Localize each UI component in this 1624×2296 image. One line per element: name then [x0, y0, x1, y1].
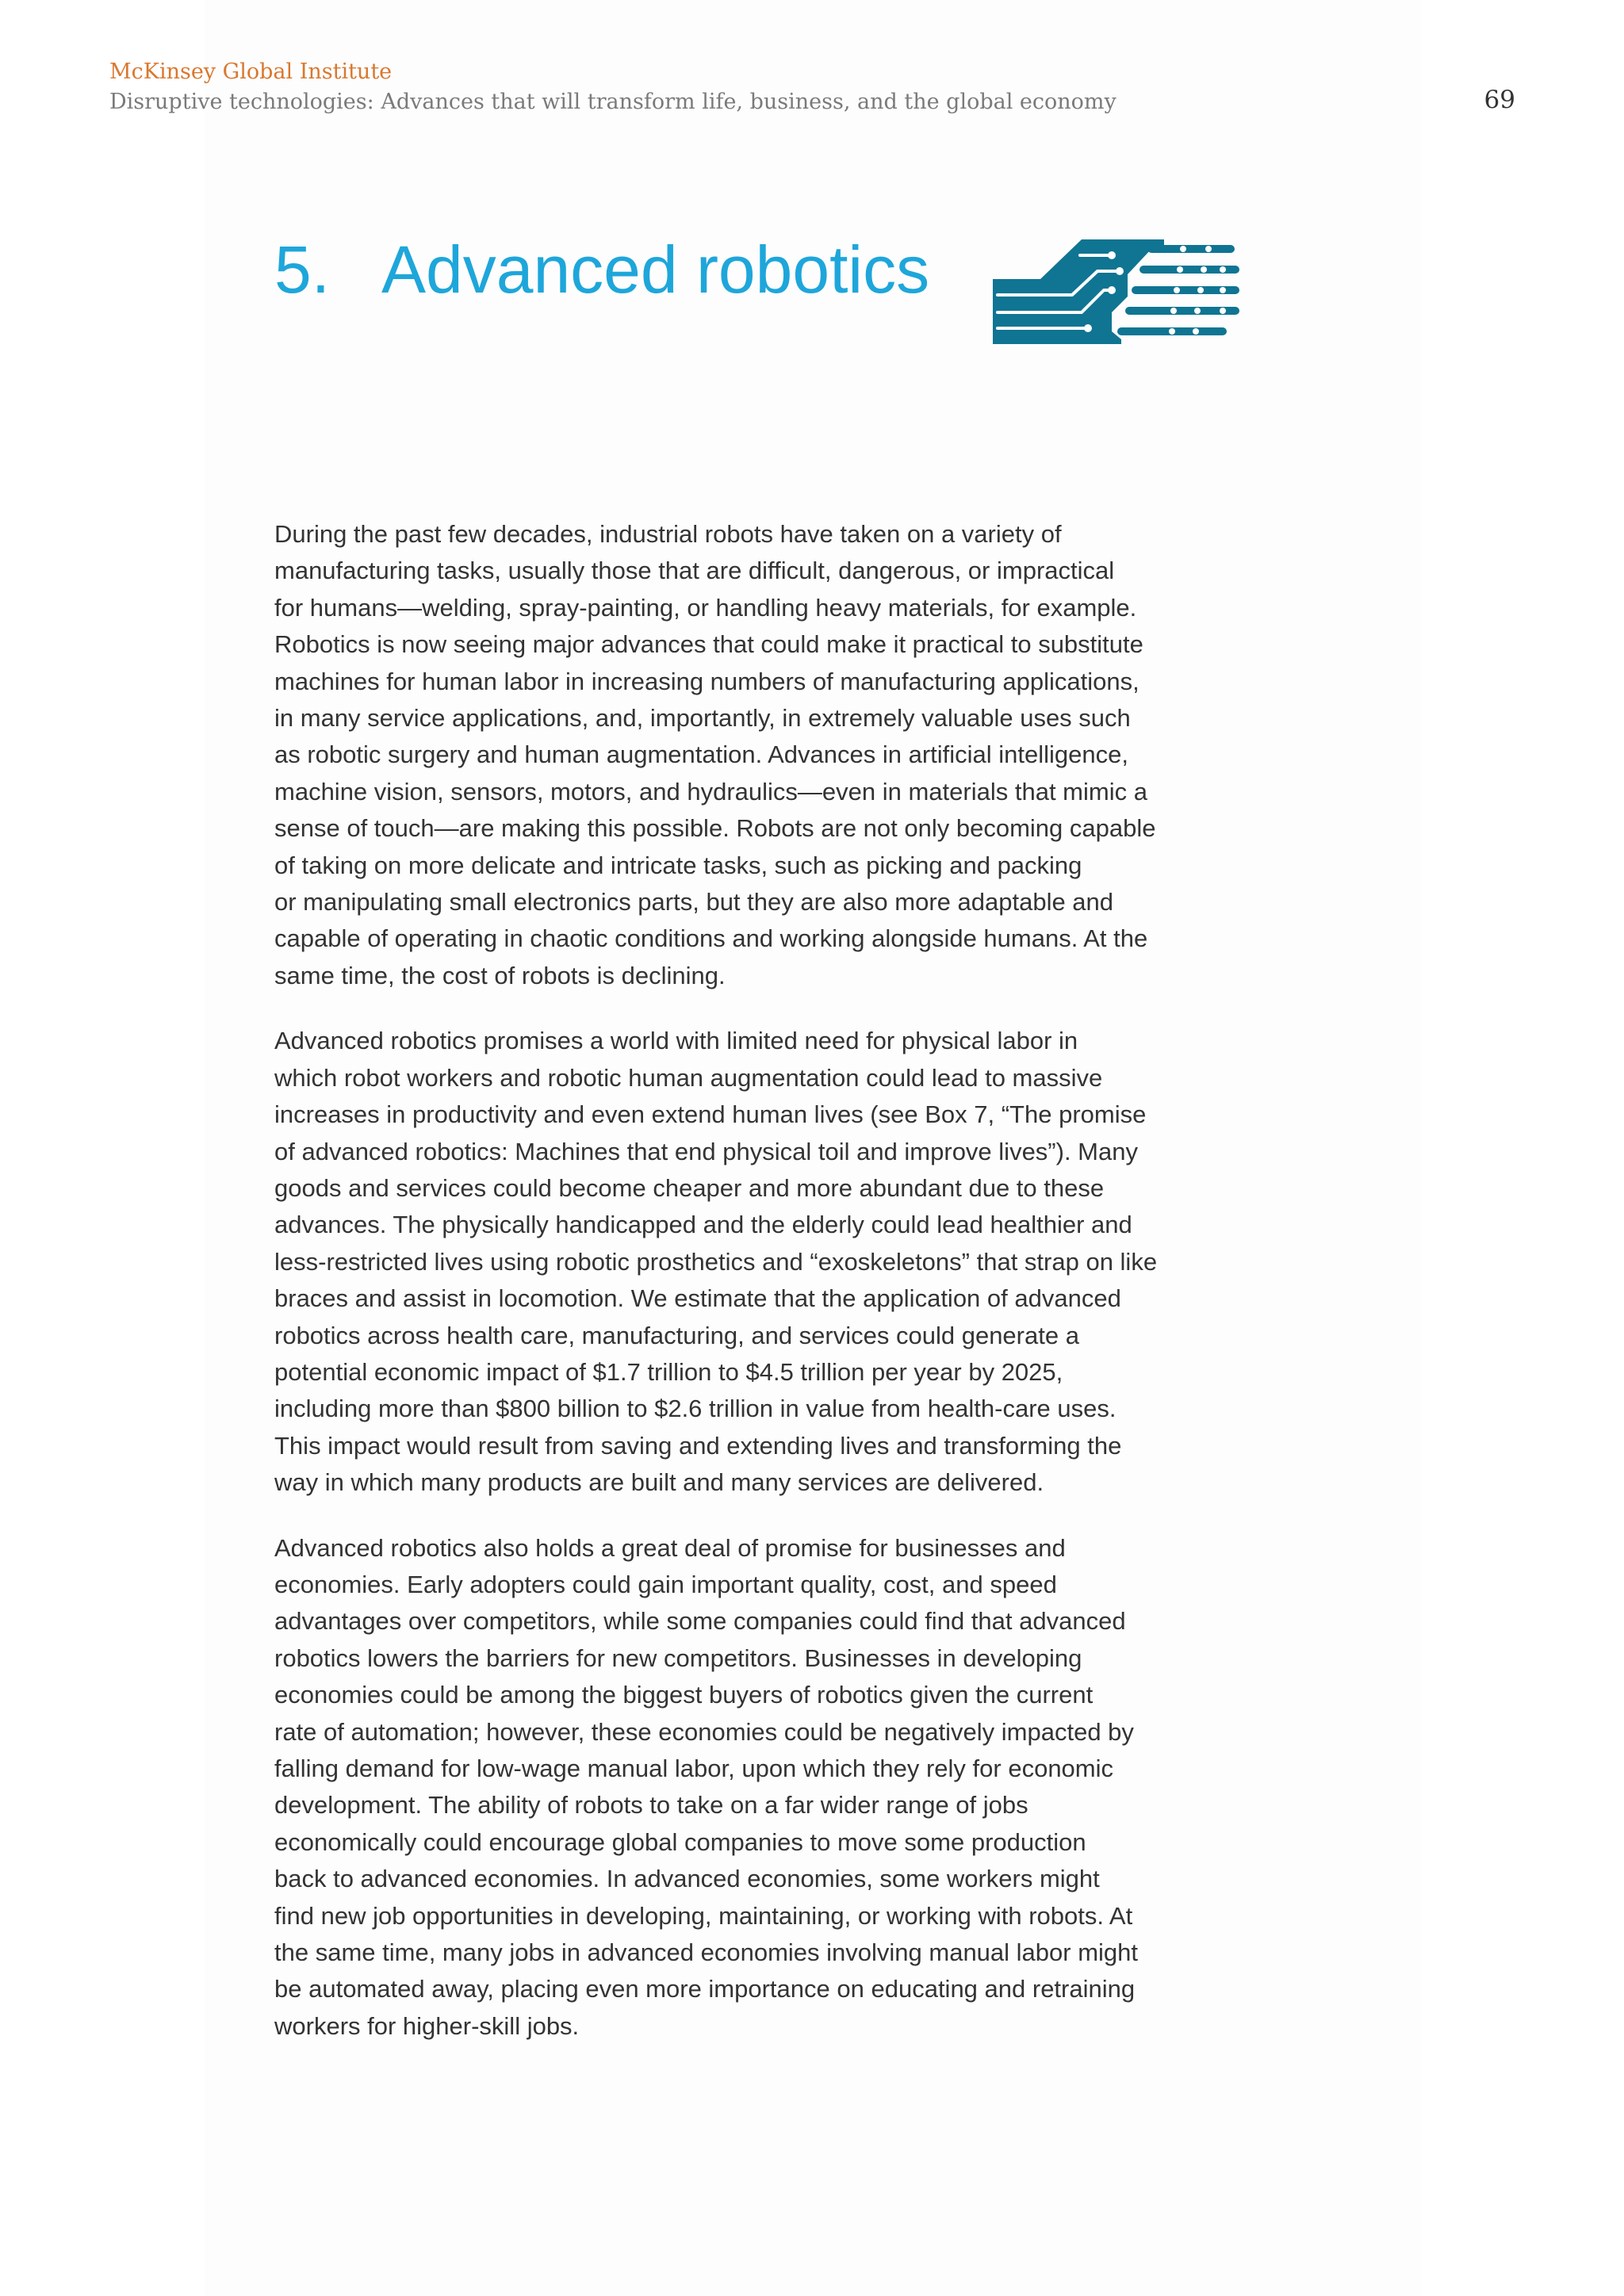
publisher-name: McKinsey Global Institute: [109, 59, 393, 84]
chapter-title: Advanced robotics: [381, 232, 930, 307]
chapter-number: 5.: [274, 232, 331, 307]
running-header: [109, 57, 1521, 117]
body-text: [274, 516, 1242, 2073]
chapter-heading: [274, 226, 929, 313]
body-paragraph-2: Advanced robotics promises a world with limited need for physical labor in which robot workers and robotic human augmentation could lead to massive increases in productivity and even extend human lives (see Box 7, “The promise of advanced robotics: Machines that end physical toil and improve lives”). Many goods and services could become cheaper and more abundant due to these advances. The physically handicapped and the elderly could lead healthier and less-restricted lives using robotic prosthetics and “exoskeletons” that strap on like braces and assist in locomotion. We estimate that the application of advanced robotics across health care, manufacturing, and services could generate a potential economic impact of $1.7 trillion to $4.5 trillion per year by 2025, including more than $800 billion to $2.6 trillion in value from health-care uses. This impact would result from saving and extending lives and transforming the way in which many products are built and many services are delivered.: [274, 1027, 1158, 1497]
body-paragraph-3: Advanced robotics also holds a great deal of promise for businesses and economies. Early adopters could gain important quality, cost, and speed advantages over competitors, while some companies could find that advanced robotics lowers the barriers for new competitors. Businesses in developing economies could be among the biggest buyers of robotics given the current rate of automation; however, these economies could be negatively impacted by falling demand for low-wage manual labor, upon which they rely for economic development. The ability of robots to take on a far wider range of jobs economically could encourage global companies to move some production back to advanced economies. In advanced economies, some workers might find new job opportunities in developing, maintaining, or working with robots. At the same time, many jobs in advanced economies involving manual labor might be automated away, placing even more importance on educating and retraining workers for higher-skill jobs.: [274, 1533, 1139, 2040]
body-paragraph-1: During the past few decades, industrial robots have taken on a variety of manufacturing tasks, usually those that are difficult, dangerous, or impractical for humans—welding, spray-painting, or handling heavy materials, for example. Robotics is now seeing major advances that could make it practical to substitute machines for human labor in increasing numbers of manufacturing applications, in many service applications, and, importantly, in extremely valuable uses such as robotic surgery and human augmentation. Advances in artificial intelligence, machine vision, sensors, motors, and hydraulics—even in materials that mimic a sense of touch—are making this possible. Robots are not only becoming capable of taking on more delicate and intricate tasks, such as picking and packing or manipulating small electronics parts, but they are also more adaptable and capable of operating in chaotic conditions and working alongside humans. At the same time, the cost of robots is declining.: [274, 520, 1156, 989]
page-number: 69: [1484, 86, 1515, 114]
robotic-circuit-hand-icon: [993, 239, 1240, 344]
report-title: Disruptive technologies: Advances that will transform life, business, and the global economy: [109, 90, 1116, 114]
